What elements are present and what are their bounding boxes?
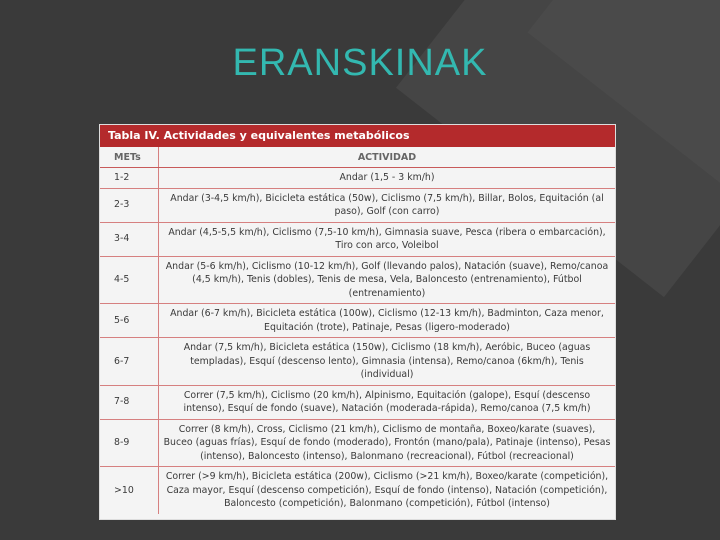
actividad-cell: Correr (7,5 km/h), Ciclismo (20 km/h), Alpinismo, Equitación (galope), Esquí (descenso intenso), Esquí de fondo (suave), Natación (moderada-rápida), Remo/canoa (7,5 km/h): [159, 385, 616, 419]
header-actividad: ACTIVIDAD: [159, 147, 616, 168]
mets-cell: 2-3: [100, 188, 159, 222]
slide-title: ERANSKINAK: [232, 42, 488, 84]
activities-table: [100, 147, 615, 514]
table-header-row: [100, 147, 615, 168]
table-row: [100, 188, 615, 222]
mets-cell: 4-5: [100, 256, 159, 304]
mets-cell: 7-8: [100, 385, 159, 419]
activities-table-image: [99, 124, 616, 520]
table-row: [100, 419, 615, 467]
actividad-cell: Andar (4,5-5,5 km/h), Ciclismo (7,5-10 km/h), Gimnasia suave, Pesca (ribera o embarcación), Tiro con arco, Voleibol: [159, 222, 616, 256]
table-caption: Tabla IV. Actividades y equivalentes metabólicos: [100, 125, 615, 147]
table-row: [100, 168, 615, 189]
actividad-cell: Andar (7,5 km/h), Bicicleta estática (150w), Ciclismo (18 km/h), Aeróbic, Buceo (aguas templadas), Esquí (descenso lento), Gimnasia (intensa), Remo/canoa (6km/h), Tenis (individual): [159, 338, 616, 386]
header-mets: METs: [100, 147, 159, 168]
table-row: [100, 467, 615, 514]
mets-cell: 5-6: [100, 304, 159, 338]
table-row: [100, 222, 615, 256]
actividad-cell: Andar (3-4,5 km/h), Bicicleta estática (50w), Ciclismo (7,5 km/h), Billar, Bolos, Equitación (al paso), Golf (con carro): [159, 188, 616, 222]
table-row: [100, 385, 615, 419]
mets-cell: 3-4: [100, 222, 159, 256]
mets-cell: >10: [100, 467, 159, 514]
mets-cell: 8-9: [100, 419, 159, 467]
mets-cell: 6-7: [100, 338, 159, 386]
table-row: [100, 304, 615, 338]
actividad-cell: Andar (5-6 km/h), Ciclismo (10-12 km/h), Golf (llevando palos), Natación (suave), Remo/canoa (4,5 km/h), Tenis (dobles), Tenis de mesa, Vela, Baloncesto (entrenamiento), Fútbol (entrenamiento): [159, 256, 616, 304]
actividad-cell: Andar (1,5 - 3 km/h): [339, 172, 435, 183]
actividad-cell: Correr (>9 km/h), Bicicleta estática (200w), Ciclismo (>21 km/h), Boxeo/karate (competición), Caza mayor, Esquí (descenso competición), Esquí de fondo (intenso), Natación (competición), Baloncesto (competición), Balonmano (competición), Fútbol (intenso): [159, 467, 616, 514]
actividad-cell: Correr (8 km/h), Cross, Ciclismo (21 km/h), Ciclismo de montaña, Boxeo/karate (suaves), Buceo (aguas frías), Esquí de fondo (moderado), Frontón (mano/pala), Patinaje (intenso), Pesas (intenso), Baloncesto (intenso), Balonmano (recreacional), Fútbol (recreacional): [159, 419, 616, 467]
mets-cell: 1-2: [100, 168, 159, 189]
table-row: [100, 256, 615, 304]
table-row: [100, 338, 615, 386]
actividad-cell: Andar (6-7 km/h), Bicicleta estática (100w), Ciclismo (12-13 km/h), Badminton, Caza menor, Equitación (trote), Patinaje, Pesas (ligero-moderado): [159, 304, 616, 338]
